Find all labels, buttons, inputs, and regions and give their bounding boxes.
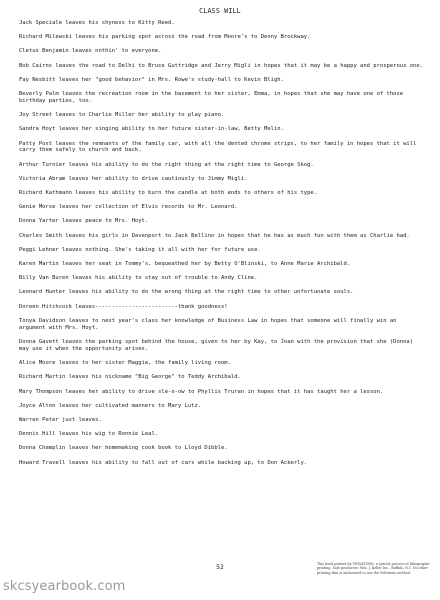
page-number: 52 (216, 563, 224, 571)
will-entry: Billy Van Buren leaves his ability to stay out of trouble to Andy Cline. (19, 275, 258, 282)
will-entry: Donna Yarter leaves peace to Mrs. Hoyt. (19, 218, 149, 225)
will-entry: Fay Nesbitt leaves her "good behavior" in Mrs. Rowe's study-hall to Kevin Bligh. (19, 76, 284, 83)
printer-note: This book printed by VELVATONE, a special process of lithographic printing. Sole producers: Wm. J. Keller Inc., Buffalo, N.Y. No other printing firm is authorized to use the Velvatone method. (317, 562, 431, 575)
will-entry: Richard Milewski leaves his parking spot across the road from Moore's to Denny Brockway. (19, 34, 311, 41)
watermark: skcsyearbook.com (3, 579, 126, 594)
will-entry: Bob Cairns leaves the road to Delhi to Bruce Guttridge and Jerry Migli in hopes that it may be a happy and prosperous one. (19, 62, 423, 69)
will-entry: Beverly Palm leaves the recreation room in the basement to her sister, Emma, in hopes that she may have one of those birthday parties, too. (19, 91, 404, 104)
will-entry: Alice Moore leaves to her sister Maggie, the family living room. (19, 360, 231, 367)
will-entry: Tonya Davidson leaves to next year's class her knowledge of Business Law in hopes that someone will finally win an argument with Mrs. Hoyt. (19, 317, 397, 331)
class-will-list (19, 20, 425, 474)
will-entry: Donna Champlin leaves her homemaking cook book to Lloyd Dibble. (19, 445, 228, 452)
will-entry: Patty Post leaves the remnants of the family car, with all the dented chrome strips, to her family in hopes that it will carry them safely to church and back. (19, 140, 417, 154)
will-entry: Genie Morse leaves her collection of Elvis records to Mr. Leonard. (19, 204, 238, 211)
will-entry: Charles Smith leaves his girls in Davenport to Jack Bellino in hopes that he has as much fun with them as Charlie had. (19, 232, 410, 239)
will-entry: Leonard Hunter leaves his ability to do the wrong thing at the right time to other unfortunate souls. (19, 289, 354, 296)
will-entry: Dennis Hill leaves his wig to Ronnie Leal. (19, 431, 159, 438)
will-entry: Richard Kathmann leaves his ability to burn the candle at both ends to others of his type. (19, 190, 318, 197)
will-entry: Joy Street leaves to Charlie Miller her ability to play piano. (19, 112, 225, 119)
will-entry: Donna Gavett leaves the parking spot behind the house, given to her by Kay, to Joan with the provision that she (Donna) may use it when the opportunity arises. (19, 338, 414, 352)
will-entry: Sandra Hoyt leaves her singing ability to her future sister-in-law, Betty Melin. (19, 126, 284, 133)
will-entry: Arthur Turnier leaves his ability to do the right thing at the right time to George Skog. (19, 161, 314, 168)
will-entry: Joyce Alton leaves her cultivated manners to Mary Lutz. (19, 402, 202, 409)
will-entry: Jack Speciale leaves his shyness to Kitty Reed. (19, 20, 175, 26)
will-entry: Karen Martin leaves her seat in Tommy's, bequeathed her by Betty O'Blinski, to Anne Marie Archibald. (19, 261, 351, 268)
page-title: CLASS WILL (199, 7, 241, 15)
will-entry: Howard Travell leaves his ability to fall out of cars while backing up, to Don Ackerly. (19, 459, 308, 466)
will-entry: Mary Thompson leaves her ability to drive sle-o-ow to Phyllis Truran in hopes that it has taught her a lesson. (19, 388, 384, 395)
will-entry: Cletus Benjamin leaves nothin' to everyone. (19, 48, 162, 55)
will-entry: Doreen Hitchcock leaves-------------------------thank goodness! (19, 303, 228, 310)
will-entry: Peggi Lehner leaves nothing. She's taking it all with her for future use. (19, 246, 261, 253)
will-entry: Richard Martin leaves his nickname "Big George" to Teddy Archibald. (19, 374, 241, 381)
will-entry: Victoria Abram leaves her ability to drive cautiously to Jimmy Migli. (19, 175, 248, 182)
will-entry: Warren Peter just leaves. (19, 416, 102, 423)
